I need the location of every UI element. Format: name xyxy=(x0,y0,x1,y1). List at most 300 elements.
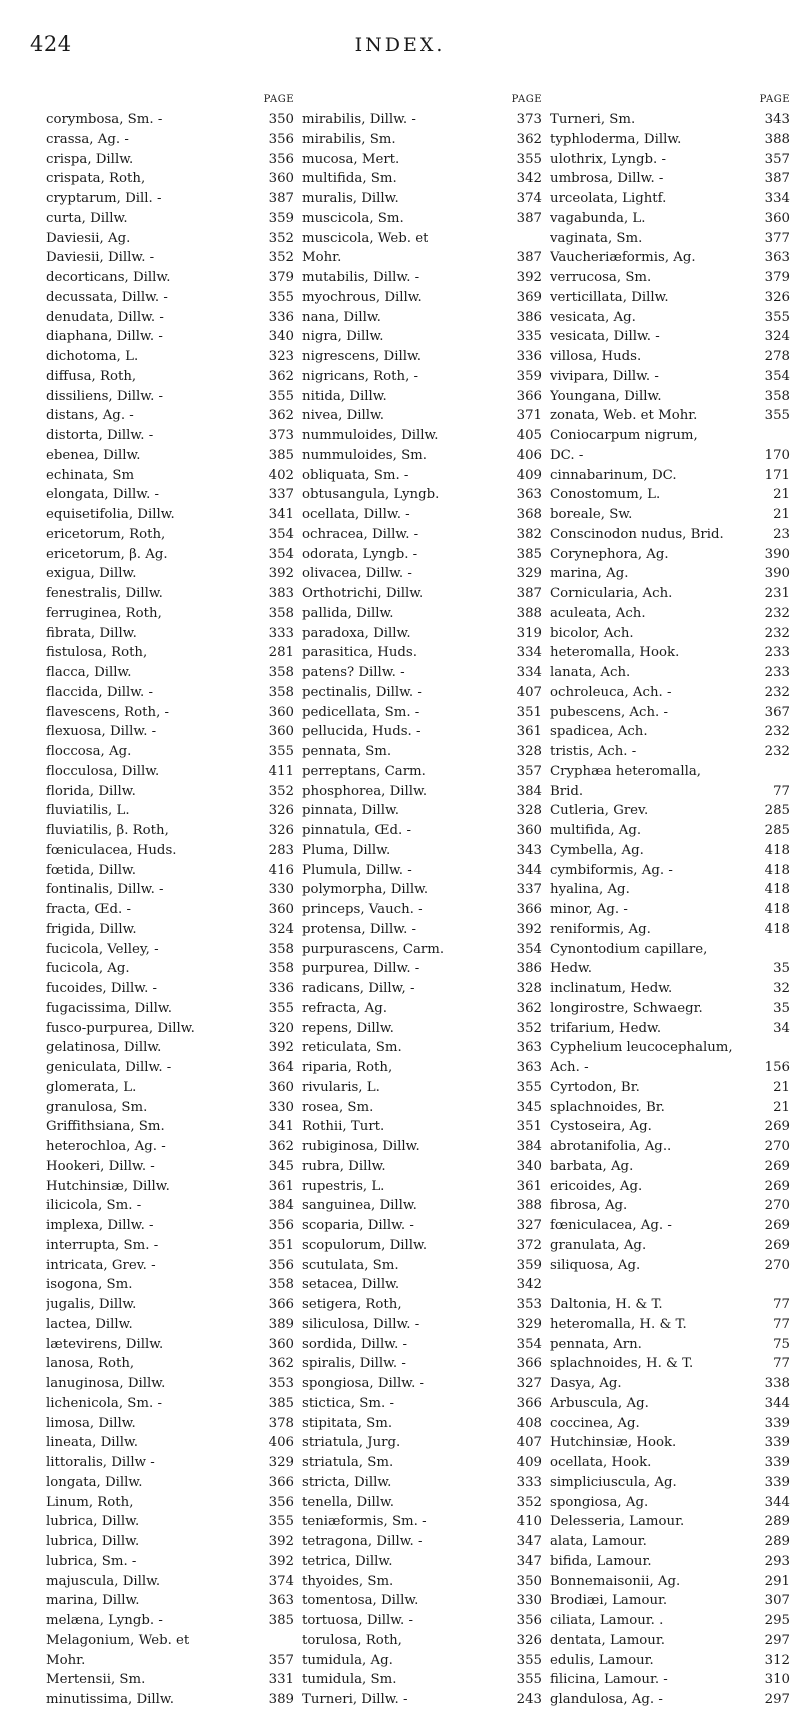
entry-name: muscicola, Sm. xyxy=(302,210,404,226)
index-entry xyxy=(550,722,790,742)
entry-page: 384 xyxy=(516,783,542,799)
entry-page: 35 xyxy=(773,961,790,977)
index-entry xyxy=(46,1117,302,1137)
index-entry xyxy=(550,1453,790,1473)
index-entry xyxy=(550,130,790,150)
entry-name: scutulata, Sm. xyxy=(302,1257,399,1273)
index-entry xyxy=(46,979,302,999)
index-entry xyxy=(550,525,790,545)
entry-name: Bonnemaisonii, Ag. xyxy=(550,1573,681,1589)
index-entry xyxy=(550,248,790,268)
entry-name: denudata, Dillw. - xyxy=(46,309,164,325)
index-entry xyxy=(302,999,550,1019)
entry-page: 406 xyxy=(268,1435,294,1451)
entry-name: fenestralis, Dillw. xyxy=(46,586,163,601)
entry-name: Hookeri, Dillw. - xyxy=(46,1158,155,1174)
entry-name: olivacea, Dillw. - xyxy=(302,566,412,582)
index-entry xyxy=(550,979,790,999)
entry-name: Hutchinsiæ, Hook. xyxy=(550,1435,677,1451)
index-entry xyxy=(46,347,302,367)
entry-page: 337 xyxy=(516,882,542,898)
entry-name: splachnoides, Br. xyxy=(550,1099,665,1115)
index-entry xyxy=(302,1236,550,1256)
entry-name: florida, Dillw. xyxy=(46,783,136,799)
index-entry xyxy=(550,1196,790,1216)
index-entry xyxy=(550,1335,790,1355)
entry-page: 372 xyxy=(516,1237,542,1253)
entry-name: polymorpha, Dillw. xyxy=(302,882,429,898)
index-entry xyxy=(46,525,302,545)
entry-page: 360 xyxy=(268,724,294,740)
entry-page: 32 xyxy=(773,981,790,996)
index-entry xyxy=(550,1157,790,1177)
index-entry xyxy=(302,1572,550,1592)
entry-page: 327 xyxy=(516,1376,542,1391)
entry-name: nummuloides, Sm. xyxy=(302,447,428,463)
entry-page: 355 xyxy=(268,388,294,404)
entry-name: fugacissima, Dillw. xyxy=(46,1000,172,1016)
entry-name: nigrescens, Dillw. xyxy=(302,349,421,364)
index-entry xyxy=(550,624,790,644)
index-entry xyxy=(550,880,790,900)
index-entry xyxy=(46,1552,302,1572)
entry-page: 329 xyxy=(516,566,542,582)
index-entry xyxy=(550,1137,790,1157)
index-entry xyxy=(302,1532,550,1552)
entry-name: multifida, Sm. xyxy=(302,171,397,187)
entry-name: tetrica, Dillw. xyxy=(302,1553,393,1569)
entry-page: 362 xyxy=(268,368,294,384)
entry-name: flocculosa, Dillw. xyxy=(46,763,160,779)
entry-page: 333 xyxy=(268,625,294,641)
entry-name: muscicola, Web. et xyxy=(302,230,429,246)
entry-page: 156 xyxy=(764,1060,790,1075)
entry-page: 361 xyxy=(268,1178,294,1194)
index-entry xyxy=(46,861,302,881)
entry-name: DC. - xyxy=(550,447,584,463)
entry-page: 352 xyxy=(516,1020,542,1036)
entry-name: spadicea, Ach. xyxy=(550,724,648,740)
entry-name: ochroleuca, Ach. - xyxy=(550,684,672,700)
index-entry xyxy=(46,209,302,229)
index-entry xyxy=(302,1177,550,1197)
index-entry xyxy=(46,248,302,268)
entry-name: ericetorum, Roth, xyxy=(46,526,166,542)
entry-page: 343 xyxy=(764,112,790,127)
index-entry xyxy=(302,1019,550,1039)
index-entry xyxy=(46,683,302,703)
entry-page: 388 xyxy=(516,1198,542,1214)
entry-name: Mohr. xyxy=(46,1652,86,1668)
index-entry xyxy=(46,762,302,782)
index-entry xyxy=(550,505,790,525)
entry-name: ochracea, Dillw. - xyxy=(302,526,419,542)
index-entry xyxy=(302,1591,550,1611)
entry-name: inclinatum, Hedw. xyxy=(550,981,673,996)
entry-name: pennata, Sm. xyxy=(302,744,392,759)
entry-name: multifida, Ag. xyxy=(550,823,642,838)
entry-page: 340 xyxy=(268,329,294,345)
entry-name: ericoides, Ag. xyxy=(550,1178,643,1194)
index-entry xyxy=(46,466,302,486)
entry-name: sordida, Dillw. - xyxy=(302,1336,408,1352)
entry-name: nummuloides, Dillw. xyxy=(302,428,439,443)
index-entry xyxy=(302,564,550,584)
index-entry xyxy=(302,1117,550,1137)
entry-list xyxy=(46,110,302,1710)
index-entry xyxy=(46,387,302,407)
entry-page: 366 xyxy=(268,1474,294,1490)
entry-name: ciliata, Lamour. . xyxy=(550,1613,664,1628)
index-entry xyxy=(550,308,790,328)
index-entry xyxy=(302,1275,550,1295)
entry-page: 358 xyxy=(268,665,294,680)
entry-page: 363 xyxy=(516,1040,542,1056)
entry-name: minor, Ag. - xyxy=(550,902,628,917)
entry-name: Coniocarpum nigrum, xyxy=(550,428,698,443)
entry-name: rivularis, L. xyxy=(302,1079,380,1095)
index-entry xyxy=(550,1216,790,1236)
entry-page: 352 xyxy=(516,1494,542,1510)
index-entry xyxy=(550,940,790,960)
entry-page: 385 xyxy=(516,546,542,562)
entry-name: ocellata, Dillw. - xyxy=(302,507,410,522)
index-entry xyxy=(550,406,790,426)
entry-name: Daviesii, Ag. xyxy=(46,230,131,246)
entry-page: 392 xyxy=(516,921,542,937)
entry-name: Melagonium, Web. et xyxy=(46,1632,190,1648)
entry-name: fusco-purpurea, Dillw. xyxy=(46,1020,195,1036)
entry-name: lanosa, Roth, xyxy=(46,1356,135,1372)
entry-page: 358 xyxy=(268,684,294,700)
entry-page: 347 xyxy=(516,1553,542,1569)
entry-name: villosa, Huds. xyxy=(550,349,642,364)
entry-name: edulis, Lamour. xyxy=(550,1652,654,1668)
index-entry xyxy=(550,1098,790,1118)
entry-page: 329 xyxy=(268,1455,294,1470)
index-entry xyxy=(302,584,550,604)
index-entry xyxy=(46,920,302,940)
entry-name: pennata, Arn. xyxy=(550,1336,642,1352)
entry-name: implexa, Dillw. - xyxy=(46,1218,154,1233)
index-entry xyxy=(302,979,550,999)
entry-name: littoralis, Dillw - xyxy=(46,1455,155,1470)
entry-name: siliculosa, Dillw. - xyxy=(302,1316,420,1332)
entry-page: 356 xyxy=(268,151,294,167)
entry-page: 340 xyxy=(516,1158,542,1174)
entry-name: pinnatula, Œd. - xyxy=(302,823,411,838)
index-entry xyxy=(550,1414,790,1434)
index-entry xyxy=(302,643,550,663)
entry-name: diffusa, Roth, xyxy=(46,368,137,384)
index-entry xyxy=(46,1532,302,1552)
index-entry xyxy=(550,1433,790,1453)
entry-name: ocellata, Hook. xyxy=(550,1455,652,1470)
entry-name: Hedw. xyxy=(550,961,593,977)
entry-page: 270 xyxy=(764,1257,790,1273)
entry-name: corymbosa, Sm. - xyxy=(46,112,163,127)
entry-page: 386 xyxy=(516,309,542,325)
entry-page: 343 xyxy=(516,842,542,858)
entry-name: heteromalla, Hook. xyxy=(550,645,680,661)
entry-name: phosphorea, Dillw. xyxy=(302,783,428,799)
entry-name: decussata, Dillw. - xyxy=(46,289,168,305)
entry-page: 171 xyxy=(764,467,790,483)
entry-page: 355 xyxy=(516,1672,542,1688)
entry-page: 418 xyxy=(764,921,790,937)
entry-page: 361 xyxy=(516,724,542,740)
entry-page: 366 xyxy=(268,1297,294,1312)
index-entry xyxy=(302,1256,550,1276)
entry-name: echinata, Sm xyxy=(46,467,135,483)
index-entry xyxy=(550,999,790,1019)
index-entry xyxy=(302,940,550,960)
entry-page: 344 xyxy=(764,1494,790,1510)
entry-page: 21 xyxy=(773,507,790,522)
entry-page: 285 xyxy=(764,823,790,838)
entry-page: 366 xyxy=(516,388,542,404)
entry-page: 363 xyxy=(268,1593,294,1609)
entry-name: rubiginosa, Dillw. xyxy=(302,1139,420,1154)
entry-page: 367 xyxy=(764,704,790,720)
index-entry xyxy=(550,663,790,683)
entry-page: 35 xyxy=(773,1000,790,1016)
entry-page: 392 xyxy=(268,1534,294,1549)
entry-name: ulothrix, Lyngb. - xyxy=(550,151,666,167)
index-entry xyxy=(550,1512,790,1532)
index-entry xyxy=(302,169,550,189)
entry-name: reniformis, Ag. xyxy=(550,921,651,937)
entry-page: 77 xyxy=(773,1297,790,1312)
index-entry xyxy=(302,624,550,644)
page-title: INDEX. xyxy=(354,34,446,56)
entry-name: Cryphæa heteromalla, xyxy=(550,763,701,779)
entry-page: 355 xyxy=(516,151,542,167)
entry-page: 407 xyxy=(516,684,542,700)
entry-name: floccosa, Ag. xyxy=(46,744,132,759)
entry-name: splachnoides, H. & T. xyxy=(550,1356,694,1372)
entry-name: Vaucheriæformis, Ag. xyxy=(550,250,696,266)
index-entry xyxy=(302,446,550,466)
index-entry xyxy=(302,209,550,229)
entry-name: Arbuscula, Ag. xyxy=(550,1395,649,1411)
entry-page: 232 xyxy=(764,724,790,740)
entry-page: 335 xyxy=(516,329,542,345)
index-entry xyxy=(302,663,550,683)
index-entry xyxy=(302,1058,550,1078)
index-entry xyxy=(302,821,550,841)
entry-name: scopulorum, Dillw. xyxy=(302,1237,428,1253)
entry-name: isogona, Sm. xyxy=(46,1277,133,1293)
index-entry xyxy=(550,446,790,466)
index-entry xyxy=(46,189,302,209)
entry-page: 418 xyxy=(764,902,790,917)
entry-name: fibrosa, Ag. xyxy=(550,1198,628,1214)
entry-page: 326 xyxy=(516,1632,542,1648)
entry-name: stictica, Sm. - xyxy=(302,1395,394,1411)
entry-name: bifida, Lamour. xyxy=(550,1553,652,1569)
entry-name: melæna, Lyngb. - xyxy=(46,1613,163,1628)
entry-page: 310 xyxy=(764,1672,790,1688)
entry-page: 34 xyxy=(773,1020,790,1036)
index-entry xyxy=(302,1611,550,1631)
entry-name: ferruginea, Roth, xyxy=(46,605,162,621)
index-entry xyxy=(302,1295,550,1315)
entry-page: 354 xyxy=(268,546,294,562)
entry-page: 358 xyxy=(268,941,294,957)
entry-list xyxy=(550,110,790,1710)
entry-page: 358 xyxy=(268,605,294,621)
entry-name: Conscinodon nudus, Brid. xyxy=(550,526,724,542)
entry-page: 388 xyxy=(764,131,790,147)
index-entry xyxy=(550,1177,790,1197)
entry-page: 326 xyxy=(268,803,294,819)
entry-page: 359 xyxy=(268,210,294,226)
entry-page: 389 xyxy=(268,1316,294,1332)
entry-name: nigricans, Roth, - xyxy=(302,368,419,384)
index-entry xyxy=(302,150,550,170)
entry-page: 283 xyxy=(268,842,294,858)
entry-page: 269 xyxy=(764,1218,790,1233)
entry-name: boreale, Sw. xyxy=(550,507,633,522)
index-entry xyxy=(46,1611,302,1631)
index-entry xyxy=(46,584,302,604)
entry-page: 363 xyxy=(516,487,542,503)
index-entry xyxy=(550,426,790,446)
entry-page: 352 xyxy=(268,783,294,799)
index-entry xyxy=(302,683,550,703)
index-entry xyxy=(550,1117,790,1137)
entry-name: repens, Dillw. xyxy=(302,1020,394,1036)
entry-page: 361 xyxy=(516,1178,542,1194)
index-entry xyxy=(550,1611,790,1631)
index-entry xyxy=(46,1374,302,1394)
entry-page: 312 xyxy=(764,1652,790,1668)
index-entry xyxy=(46,643,302,663)
entry-name: typhloderma, Dillw. xyxy=(550,131,682,147)
index-entry xyxy=(550,683,790,703)
entry-page: 339 xyxy=(764,1435,790,1451)
index-entry xyxy=(46,110,302,130)
entry-page: 341 xyxy=(268,1119,294,1135)
entry-page: 358 xyxy=(764,388,790,404)
entry-page: 351 xyxy=(516,704,542,720)
index-entry xyxy=(46,880,302,900)
entry-name: geniculata, Dillw. - xyxy=(46,1060,172,1075)
entry-name: longirostre, Schwaegr. xyxy=(550,1000,703,1016)
index-entry xyxy=(302,1512,550,1532)
index-entry xyxy=(302,1137,550,1157)
entry-page: 356 xyxy=(268,1257,294,1273)
entry-name: lactea, Dillw. xyxy=(46,1316,133,1332)
entry-name: tenella, Dillw. xyxy=(302,1494,394,1510)
entry-name: Plumula, Dillw. - xyxy=(302,862,412,878)
entry-name: Delesseria, Lamour. xyxy=(550,1514,685,1530)
index-entry xyxy=(550,1670,790,1690)
entry-name: paradoxa, Dillw. xyxy=(302,625,411,641)
index-entry xyxy=(46,288,302,308)
entry-name: flexuosa, Dillw. - xyxy=(46,724,157,740)
entry-name: heterochloa, Ag. - xyxy=(46,1139,166,1154)
entry-name: cymbiformis, Ag. - xyxy=(550,862,673,878)
entry-page: 409 xyxy=(516,467,542,483)
entry-name: fontinalis, Dillw. - xyxy=(46,882,164,898)
index-entry xyxy=(550,920,790,940)
entry-name: glomerata, L. xyxy=(46,1079,137,1095)
entry-page: 21 xyxy=(773,1099,790,1115)
entry-page: 77 xyxy=(773,1356,790,1372)
entry-page: 418 xyxy=(764,842,790,858)
entry-page: 336 xyxy=(268,309,294,325)
index-entry xyxy=(46,1414,302,1434)
entry-name: Linum, Roth, xyxy=(46,1494,134,1510)
entry-page: 387 xyxy=(516,210,542,226)
index-entry xyxy=(302,288,550,308)
index-entry xyxy=(46,782,302,802)
index-entry xyxy=(46,1473,302,1493)
index-entry xyxy=(302,880,550,900)
entry-page: 390 xyxy=(764,546,790,562)
entry-page: 77 xyxy=(773,783,790,799)
entry-name: fistulosa, Roth, xyxy=(46,645,148,661)
entry-page: 408 xyxy=(516,1415,542,1431)
index-entry xyxy=(46,1098,302,1118)
entry-page: 382 xyxy=(516,526,542,542)
index-entry xyxy=(46,999,302,1019)
entry-page: 362 xyxy=(516,1000,542,1016)
entry-name: vaginata, Sm. xyxy=(550,230,643,246)
entry-page: 385 xyxy=(268,1395,294,1411)
entry-page: 330 xyxy=(516,1593,542,1609)
index-entry xyxy=(550,1374,790,1394)
entry-page: 418 xyxy=(764,882,790,898)
entry-name: trifarium, Hedw. xyxy=(550,1020,662,1036)
index-entry xyxy=(550,1295,790,1315)
entry-page: 416 xyxy=(268,862,294,878)
index-entry xyxy=(46,130,302,150)
entry-page: 358 xyxy=(268,961,294,977)
index-entry xyxy=(302,1690,550,1710)
index-entry xyxy=(46,367,302,387)
entry-name: reticulata, Sm. xyxy=(302,1040,402,1056)
index-entry xyxy=(302,268,550,288)
index-entry xyxy=(550,742,790,762)
entry-name: fucoides, Dillw. - xyxy=(46,981,158,996)
entry-name: thyoides, Sm. xyxy=(302,1573,394,1589)
index-entry xyxy=(46,1493,302,1513)
index-entry xyxy=(46,722,302,742)
index-entry xyxy=(302,1552,550,1572)
entry-page: 336 xyxy=(516,349,542,364)
entry-name: Griffithsiana, Sm. xyxy=(46,1119,165,1135)
entry-page: 392 xyxy=(268,1040,294,1056)
entry-page: 353 xyxy=(516,1297,542,1312)
entry-page: 387 xyxy=(516,586,542,601)
entry-page: 345 xyxy=(516,1099,542,1115)
index-entry xyxy=(550,1591,790,1611)
entry-name: mutabilis, Dillw. - xyxy=(302,270,420,285)
entry-page: 355 xyxy=(764,309,790,325)
entry-name: protensa, Dillw. - xyxy=(302,921,417,937)
entry-page: 362 xyxy=(268,1139,294,1154)
index-entry xyxy=(550,367,790,387)
entry-name: minutissima, Dillw. xyxy=(46,1692,174,1707)
entry-page: 341 xyxy=(268,507,294,522)
index-entry xyxy=(302,1473,550,1493)
index-entry xyxy=(550,1256,790,1276)
index-entry xyxy=(302,1216,550,1236)
entry-list xyxy=(302,110,550,1710)
